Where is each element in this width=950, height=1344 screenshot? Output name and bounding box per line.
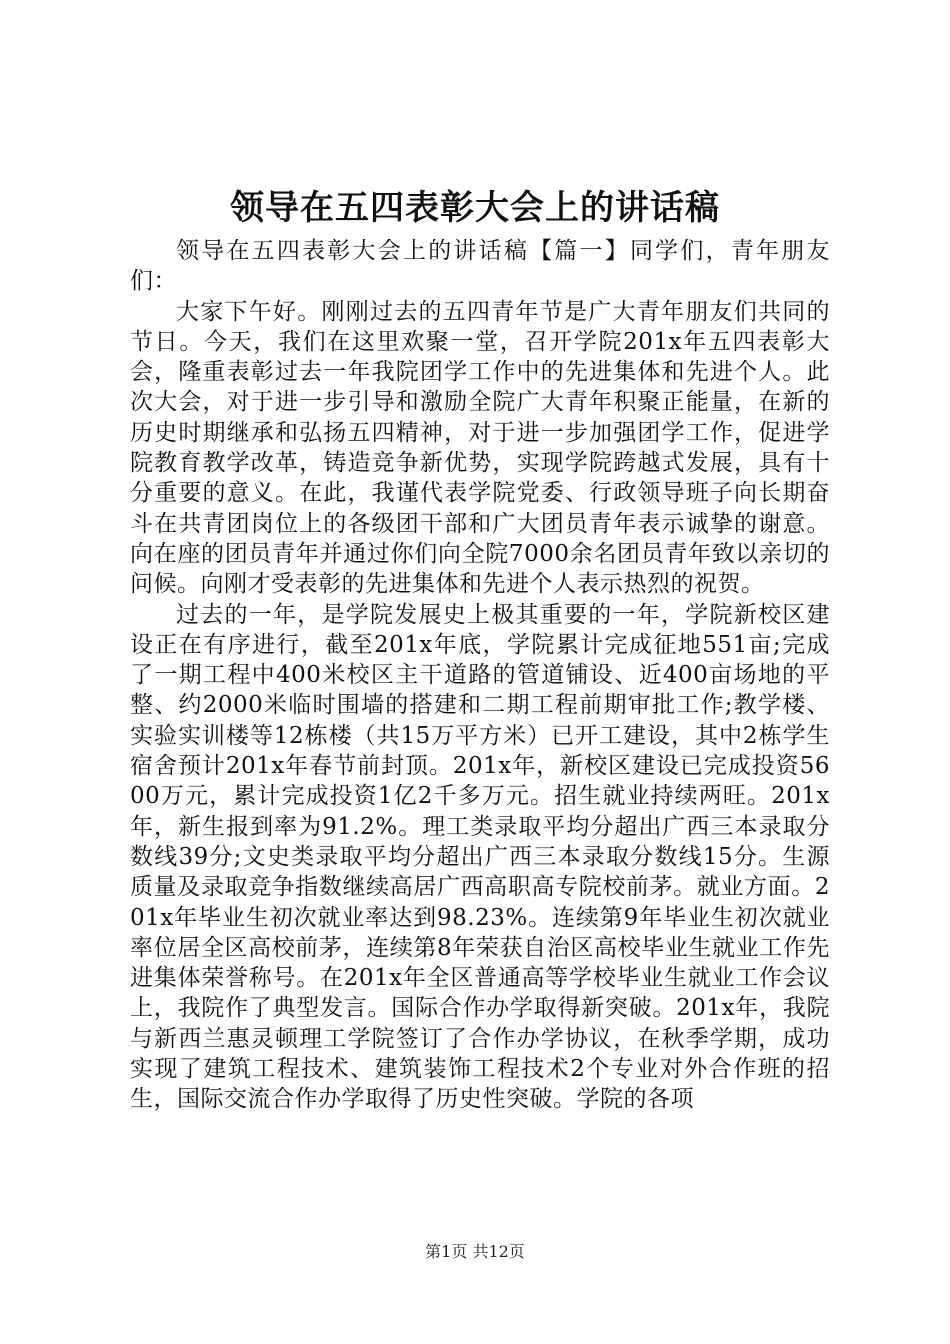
paragraph-greeting: 大家下午好。刚刚过去的五四青年节是广大青年朋友们共同的节日。今天，我们在这里欢聚一堂，召开学院201x年五四表彰大会，隆重表彰过去一年我院团学工作中的先进集体和先进个人。此次大会，对于进一步引导和激励全院广大青年积聚正能量，在新的历史时期继承和弘扬五四精神，对于进一步加强团学工作，促进学院教育教学改革，铸造竞争新优势，实现学院跨越式发展，具有十分重要的意义。在此，我谨代表学院党委、行政领导班子向长期奋斗在共青团岗位上的各级团干部和广大团员青年表示诚挚的谢意。向在座的团员青年并通过你们向全院7000余名团员青年致以亲切的问候。向刚才受表彰的先进集体和先进个人表示热烈的祝贺。: [130, 298, 830, 598]
page-footer: 第1页 共12页: [425, 1242, 525, 1261]
paragraph-achievements: 过去的一年，是学院发展史上极其重要的一年，学院新校区建设正在有序进行，截至201x年底，学院累计完成征地551亩;完成了一期工程中400米校区主干道路的管道铺设、近400亩场地的平整、约2000米临时围墙的搭建和二期工程前期审批工作;教学楼、实验实训楼等12栋楼（共15万平方米）已开工建设，其中2栋学生宿舍预计201x年春节前封顶。201x年，新校区建设已完成投资5600万元，累计完成投资1亿2千多万元。招生就业持续两旺。201x年，新生报到率为91.2%。理工类录取平均分超出广西三本录取分数线39分;文史类录取平均分超出广西三本录取分数线15分。生源质量及录取竞争指数继续高居广西高职高专院校前茅。就业方面。201x年毕业生初次就业率达到98.23%。连续第9年毕业生初次就业率位居全区高校前茅，连续第8年荣获自治区高校毕业生就业工作先进集体荣誉称号。在201x年全区普通高等学校毕业生就业工作会议上，我院作了典型发言。国际合作办学取得新突破。201x年，我院与新西兰惠灵顿理工学院签订了合作办学协议，在秋季学期，成功实现了建筑工程技术、建筑装饰工程技术2个专业对外合作班的招生，国际交流合作办学取得了历史性突破。学院的各项: [130, 601, 830, 1113]
document-body: [130, 236, 830, 1115]
document-title: 领导在五四表彰大会上的讲话稿: [230, 188, 720, 228]
paragraph-intro: 领导在五四表彰大会上的讲话稿【篇一】同学们，青年朋友们：: [130, 238, 830, 295]
